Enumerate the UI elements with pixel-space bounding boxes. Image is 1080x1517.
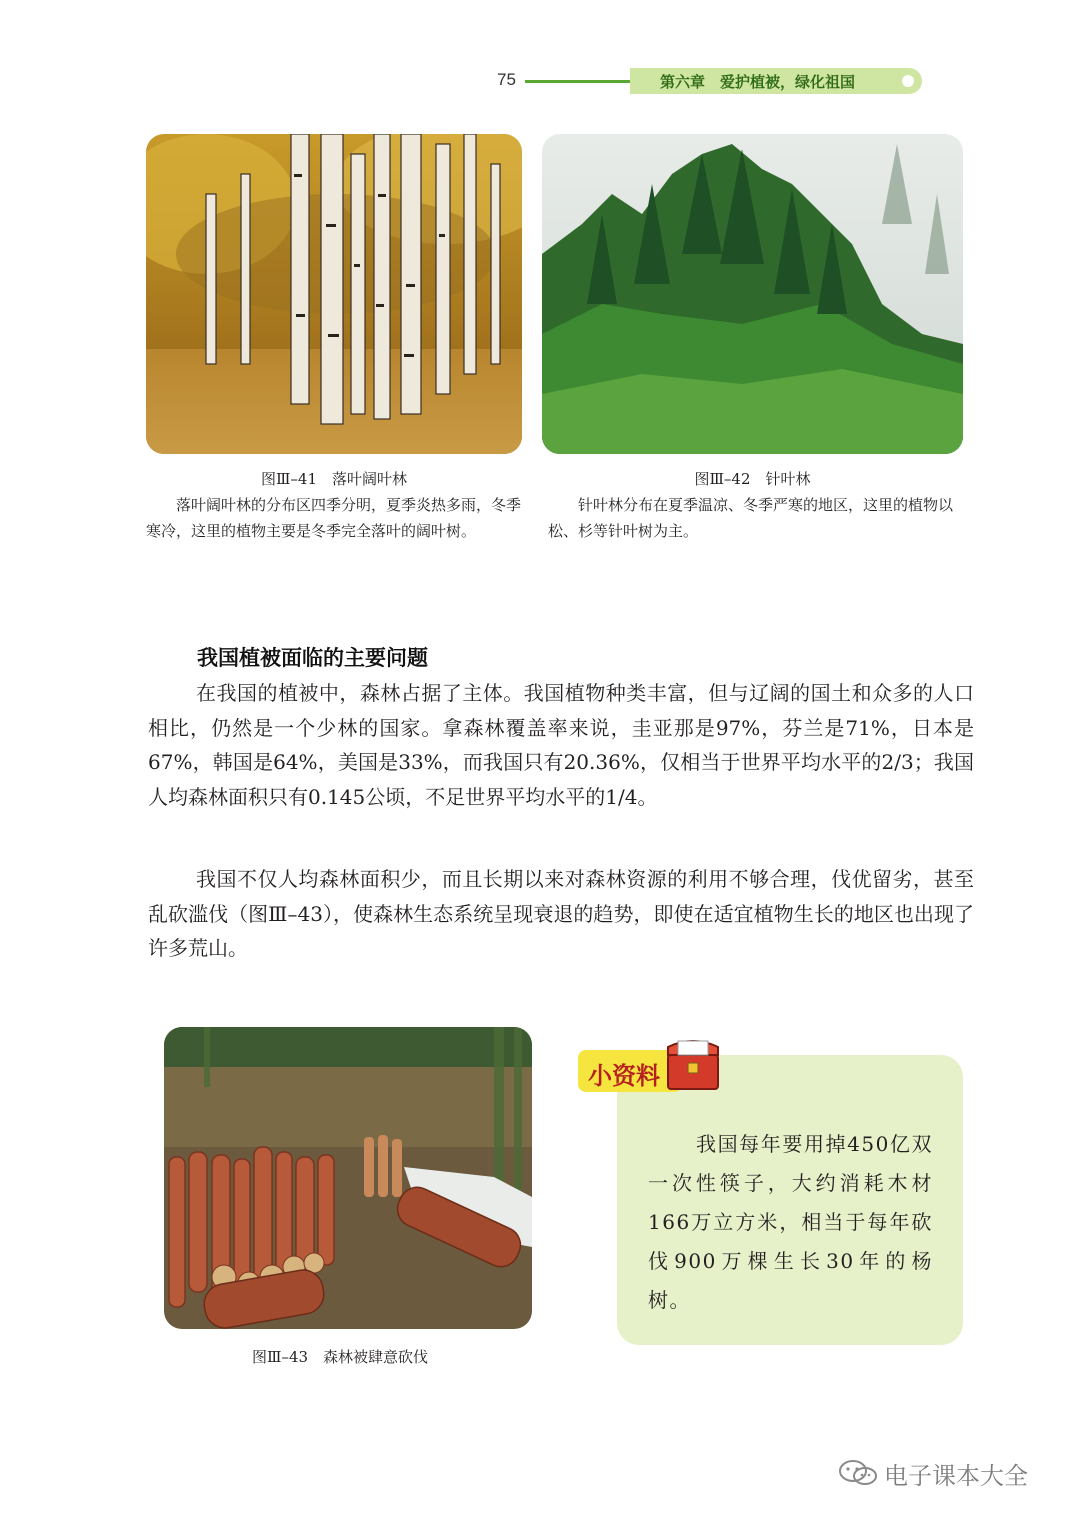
banner-dot [902, 75, 914, 87]
figure-42-caption [548, 492, 958, 544]
footer-brand-text: 电子课本大全 [884, 1462, 1028, 1490]
figure-43-title: 图Ⅲ–43 森林被肆意砍伐 [252, 1348, 429, 1366]
treasure-chest-icon [664, 1033, 722, 1093]
chapter-title: 第六章 爱护植被，绿化祖国 [660, 73, 856, 91]
info-box-label-text: 小资料 [588, 1062, 660, 1090]
photo-logging [164, 1027, 532, 1329]
figure-41-caption [146, 492, 522, 544]
chapter-banner [630, 68, 922, 94]
page-number: 75 [497, 70, 516, 89]
wechat-icon [838, 1459, 878, 1487]
section-title: 我国植被面临的主要问题 [197, 646, 428, 670]
paragraph-2: 我国不仅人均森林面积少，而且长期以来对森林资源的利用不够合理，伐优留劣，甚至乱砍滥伐（图Ⅲ–43），使森林生态系统呈现衰退的趋势，即使在适宜植物生长的地区也出现了许多荒山。 [148, 867, 974, 960]
figure-41-title: 图Ⅲ–41 落叶阔叶林 [260, 470, 408, 488]
figure-42-title: 图Ⅲ–42 针叶林 [694, 470, 811, 488]
photo-deciduous-forest [146, 134, 522, 454]
figure-41-caption-text: 落叶阔叶林的分布区四季分明，夏季炎热多雨，冬季寒冷，这里的植物主要是冬季完全落叶的阔叶树。 [146, 496, 522, 540]
figure-42-caption-text: 针叶林分布在夏季温凉、冬季严寒的地区，这里的植物以松、杉等针叶树为主。 [548, 496, 954, 540]
photo-coniferous-forest [542, 134, 963, 454]
header-rule [525, 80, 635, 83]
paragraph-1: 在我国的植被中，森林占据了主体。我国植物种类丰富，但与辽阔的国土和众多的人口相比，仍然是一个少林的国家。拿森林覆盖率来说，圭亚那是97%，芬兰是71%，日本是67%，韩国是64%，美国是33%，而我国只有20.36%，仅相当于世界平均水平的2/3；我国人均森林面积只有0.145公顷，不足世界平均水平的1/4。 [148, 681, 974, 809]
info-box-text: 我国每年要用掉450亿双一次性筷子，大约消耗木材166万立方米，相当于每年砍伐900万棵生长30年的杨树。 [648, 1132, 933, 1312]
